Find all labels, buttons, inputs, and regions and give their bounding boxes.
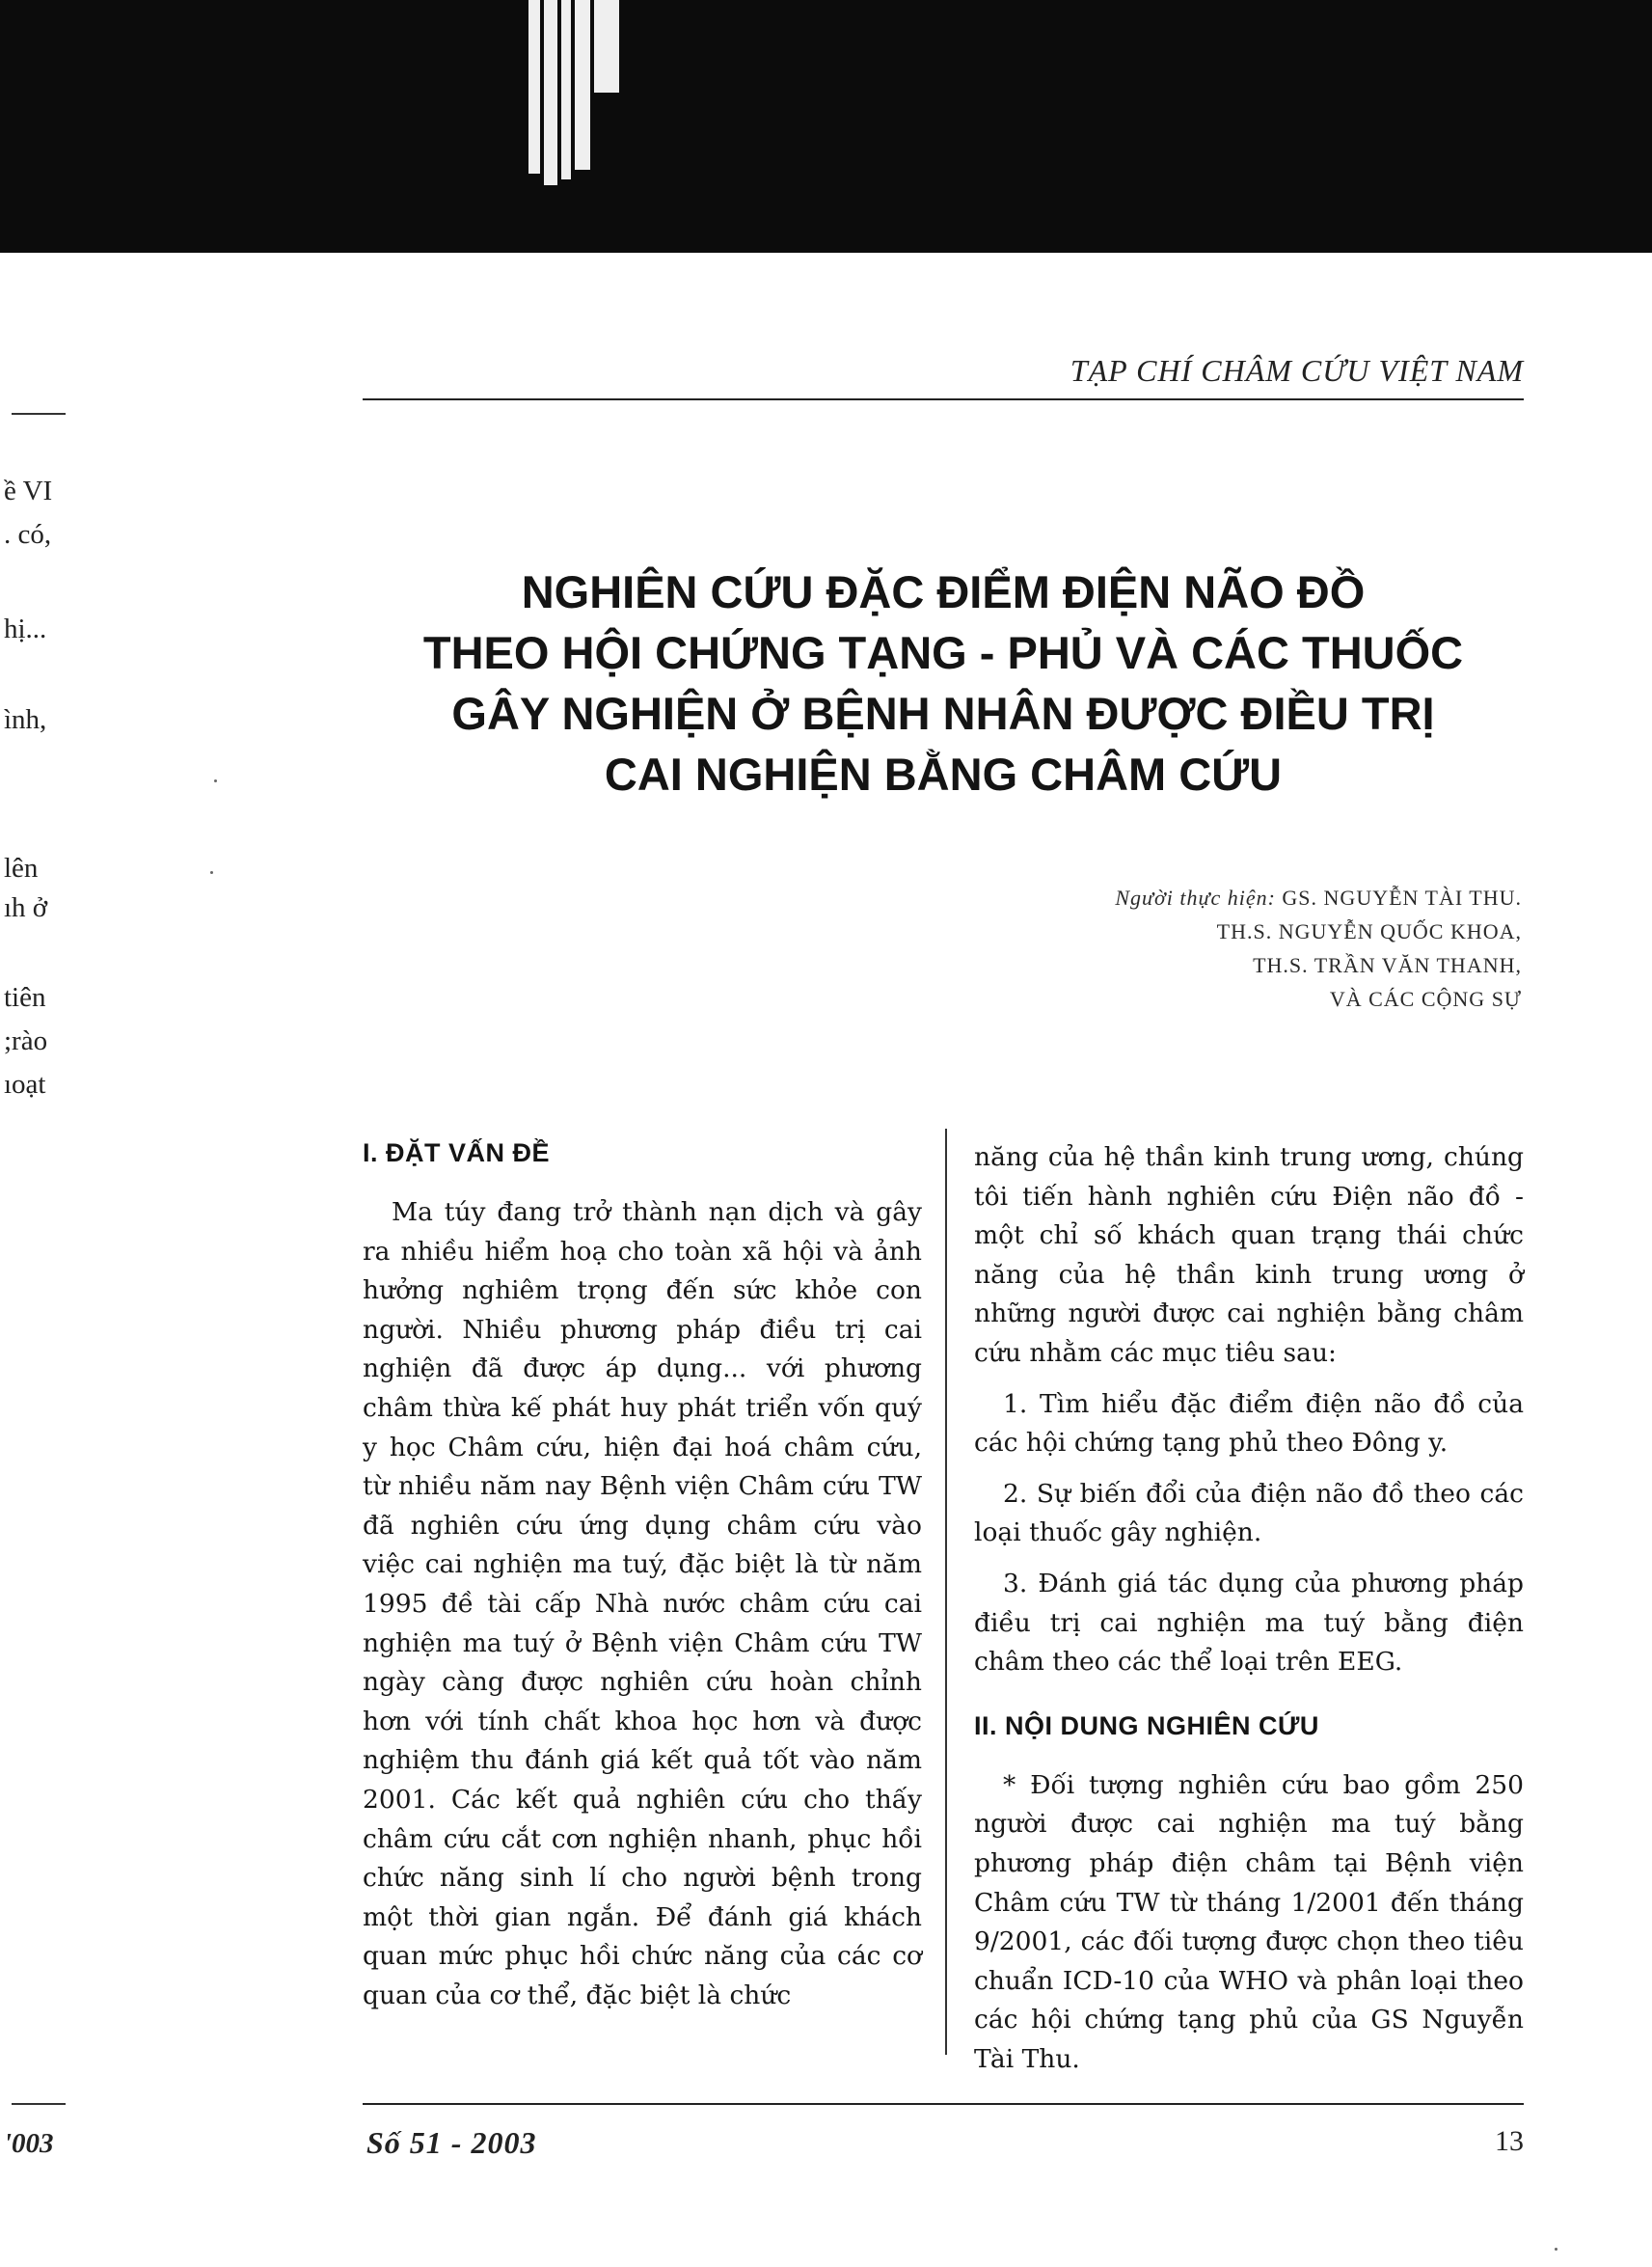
margin-fragment: ıh ở xyxy=(4,892,48,923)
margin-rule-top xyxy=(12,413,66,415)
left-column xyxy=(363,1138,922,2027)
margin-fragment: . có, xyxy=(4,519,52,550)
section-heading-introduction: I. ĐẶT VẤN ĐỀ xyxy=(363,1138,551,1167)
research-subjects-paragraph: * Đối tượng nghiên cứu bao gồm 250 người được cai nghiện ma tuý bằng phương pháp điện châm tại Bệnh viện Châm cứu TW từ tháng 1/2001 đến tháng 9/2001, các đối tượng được chọn theo tiêu chuẩn ICD-10 của WHO và phân loại theo các hội chứng tạng phủ của GS Nguyễn Tài Thu. xyxy=(974,1769,1524,2074)
author-name: TH.S. TRẦN VĂN THANH, xyxy=(1253,953,1522,977)
header-rule xyxy=(363,398,1524,400)
objective-item: 1. Tìm hiểu đặc điểm điện não đồ của các hội chứng tạng phủ theo Đông y. xyxy=(974,1388,1524,1459)
margin-fragment: hị... xyxy=(4,614,47,644)
margin-fragment: tiên xyxy=(4,982,46,1013)
scan-speck xyxy=(1555,2248,1557,2251)
objective-item: 3. Đánh giá tác dụng của phương pháp điều trị cai nghiện ma tuý bằng điện châm theo các thể loại trên EEG. xyxy=(974,1568,1524,1678)
journal-running-title: TẠP CHÍ CHÂM CỨU VIỆT NAM xyxy=(1070,353,1524,388)
margin-fragment: ıoạt xyxy=(4,1069,46,1100)
author-block xyxy=(1115,881,1522,1016)
scan-speck xyxy=(210,871,213,874)
introduction-paragraph: Ma túy đang trở thành nạn dịch và gây ra nhiều hiểm hoạ cho toàn xã hội và ảnh hưởng nghiêm trọng đến sức khỏe con người. Nhiều phương pháp điều trị cai nghiện đã được áp dụng... với phương châm thừa kế phát huy phát triển vốn quý y học Châm cứu, hiện đại hoá châm cứu, từ nhiều năm nay Bệnh viện Châm cứu TW đã nghiên cứu ứng dụng châm cứu vào việc cai nghiện ma tuý, đặc biệt là từ năm 1995 đề tài cấp Nhà nước châm cứu cai nghiện ma tuý ở Bệnh viện Châm cứu TW ngày càng được nghiên cứu hoàn chỉnh hơn với tính chất khoa học hơn và được nghiệm thu đánh giá kết quả tốt vào năm 2001. Các kết quả nghiên cứu cho thấy châm cứu cắt cơn nghiện nhanh, phục hồi chức năng sinh lí cho người bệnh trong một thời gian ngắn. Để đánh giá khách quan mức phục hồi chức năng của các cơ quan của cơ thể, đặc biệt là chức xyxy=(363,1197,922,2010)
author-line-first xyxy=(1115,881,1522,915)
left-margin-adjacent-page xyxy=(0,0,87,2267)
title-line: THEO HỘI CHỨNG TẠNG - PHỦ VÀ CÁC THUỐC xyxy=(422,627,1464,678)
margin-fragment: ình, xyxy=(4,704,47,735)
author-name: GS. NGUYỄN TÀI THU. xyxy=(1282,886,1522,910)
margin-fragment: '003 xyxy=(4,2128,54,2159)
author-name: VÀ CÁC CỘNG SỰ xyxy=(1329,987,1522,1011)
section-heading-research-content: II. NỘI DUNG NGHIÊN CỨU xyxy=(974,1710,1319,1740)
column-divider xyxy=(945,1129,947,2055)
margin-fragment: ;rào xyxy=(4,1025,48,1056)
issue-number: Số 51 - 2003 xyxy=(366,2125,537,2160)
right-column xyxy=(974,1138,1524,2090)
title-line: NGHIÊN CỨU ĐẶC ĐIỂM ĐIỆN NÃO ĐỒ xyxy=(521,566,1366,617)
page-number: 13 xyxy=(1495,2125,1524,2157)
article-title xyxy=(363,561,1524,805)
footer-rule xyxy=(363,2103,1524,2105)
title-line: CAI NGHIỆN BẰNG CHÂM CỨU xyxy=(604,749,1283,800)
author-name: TH.S. NGUYỄN QUỐC KHOA, xyxy=(1216,919,1522,943)
scan-speck xyxy=(214,779,217,782)
title-line: GÂY NGHIỆN Ở BỆNH NHÂN ĐƯỢC ĐIỀU TRỊ xyxy=(451,688,1435,739)
margin-fragment: ề VI xyxy=(4,476,53,506)
scan-top-dark-band xyxy=(0,0,1652,253)
binding-clip-mark xyxy=(528,0,630,185)
introduction-paragraph-continued: năng của hệ thần kinh trung ương, chúng tôi tiến hành nghiên cứu Điện não đồ - một chỉ số khách quan trạng thái chức năng của hệ thần kinh trung ương ở những người được cai nghiện bằng châm cứu nhằm các mục tiêu sau: xyxy=(974,1142,1524,1368)
margin-rule-bottom xyxy=(12,2103,66,2105)
author-role-label: Người thực hiện: xyxy=(1115,886,1276,910)
objective-item: 2. Sự biến đổi của điện não đồ theo các loại thuốc gây nghiện. xyxy=(974,1478,1524,1548)
margin-fragment: lên xyxy=(4,853,39,884)
